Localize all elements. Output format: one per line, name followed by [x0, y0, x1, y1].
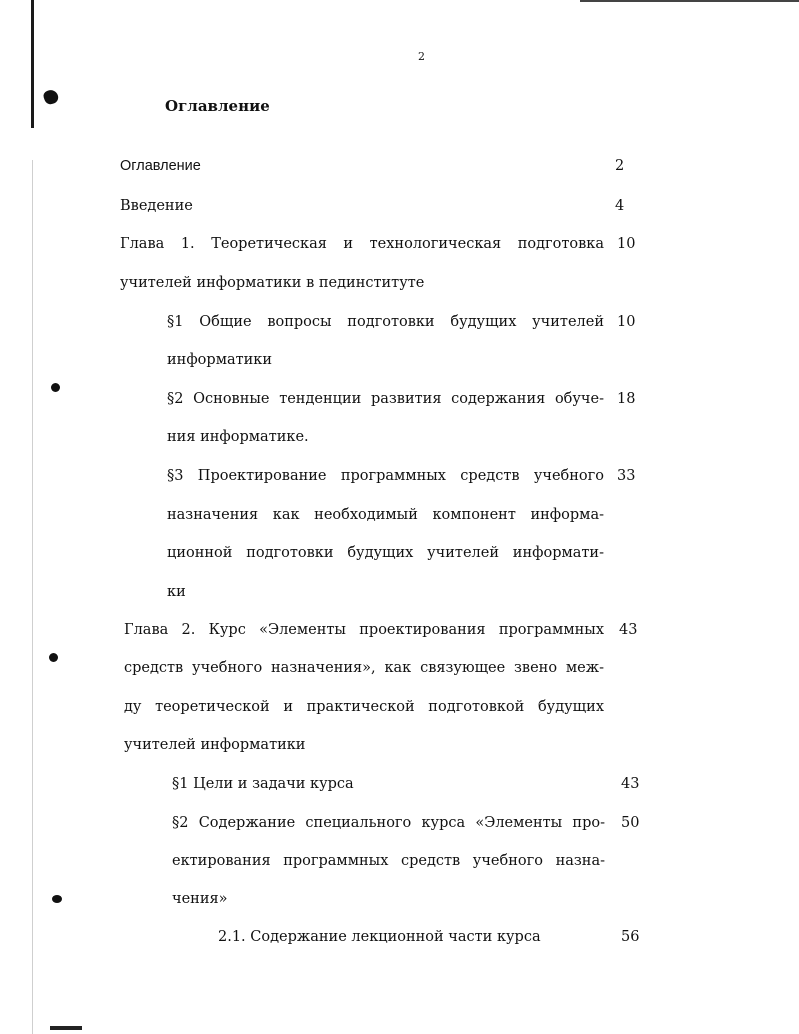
- toc-entry-title-cont[interactable]: ния информатике.: [167, 429, 309, 445]
- toc-entry-title-cont[interactable]: средств учебного назначения», как связующее звено меж-: [124, 660, 604, 676]
- toc-entry-page: 10: [617, 236, 636, 252]
- toc-entry-title-cont[interactable]: ектирования программных средств учебного назна-: [172, 853, 605, 869]
- toc-entry-title[interactable]: §1 Общие вопросы подготовки будущих учителей: [167, 314, 604, 330]
- toc-entry-page: 18: [617, 391, 636, 407]
- scan-edge-line: [31, 0, 34, 128]
- toc-entry-page: 50: [621, 815, 640, 831]
- toc-entry-page: 56: [621, 929, 640, 945]
- toc-entry-page: 33: [617, 468, 636, 484]
- toc-entry-page: 43: [619, 622, 638, 638]
- punch-hole-mark: [52, 895, 62, 903]
- toc-entry-title-cont[interactable]: назначения как необходимый компонент информа-: [167, 507, 604, 523]
- toc-entry-page: 43: [621, 776, 640, 792]
- toc-entry-title[interactable]: §2 Содержание специального курса «Элементы про-: [172, 815, 605, 831]
- punch-hole-mark: [49, 653, 58, 662]
- toc-entry-page: 2: [615, 158, 625, 174]
- toc-entry-title-cont[interactable]: чения»: [172, 891, 228, 907]
- punch-hole-mark: [51, 383, 60, 392]
- toc-entry-page: 10: [617, 314, 636, 330]
- scan-edge-shadow: [32, 160, 33, 1034]
- toc-entry-title[interactable]: Введение: [120, 198, 193, 214]
- toc-entry-title-cont[interactable]: информатики: [167, 352, 273, 368]
- toc-entry-title-cont[interactable]: ционной подготовки будущих учителей информати-: [167, 545, 604, 561]
- toc-entry-title-cont[interactable]: учителей информатики: [124, 737, 306, 753]
- toc-entry-title[interactable]: Оглавление: [120, 158, 201, 174]
- toc-entry-title[interactable]: Глава 1. Теоретическая и технологическая подготовка: [120, 236, 604, 252]
- toc-entry-title[interactable]: 2.1. Содержание лекционной части курса: [218, 929, 541, 945]
- punch-hole-mark: [42, 88, 60, 106]
- page-title: Оглавление: [165, 97, 270, 115]
- toc-entry-title[interactable]: §2 Основные тенденции развития содержания обуче-: [167, 391, 604, 407]
- page-number: 2: [418, 50, 425, 63]
- scan-bottom-mark: [50, 1026, 82, 1030]
- toc-entry-title[interactable]: Глава 2. Курс «Элементы проектирования программных: [124, 622, 604, 638]
- toc-entry-title-cont[interactable]: ки: [167, 584, 186, 600]
- toc-entry-title-cont[interactable]: учителей информатики в пединституте: [120, 275, 425, 291]
- scan-top-line: [580, 0, 799, 2]
- toc-entry-page: 4: [615, 198, 625, 214]
- toc-entry-title[interactable]: §1 Цели и задачи курса: [172, 776, 354, 792]
- toc-entry-title[interactable]: §3 Проектирование программных средств учебного: [167, 468, 604, 484]
- toc-entry-title-cont[interactable]: ду теоретической и практической подготовкой будущих: [124, 699, 604, 715]
